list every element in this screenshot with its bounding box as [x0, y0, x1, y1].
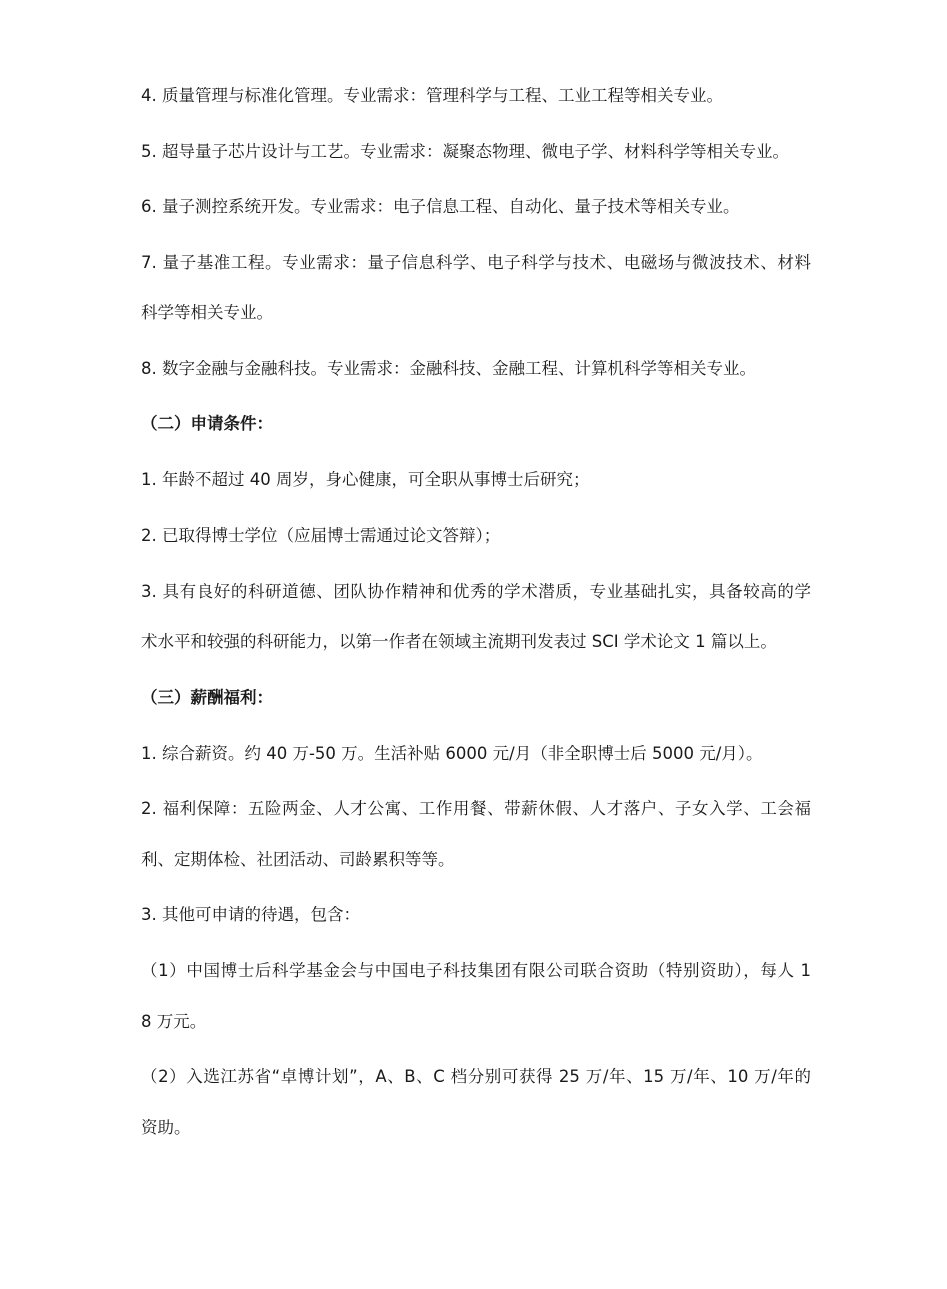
text-line: 3. 具有良好的科研道德、团队协作精神和优秀的学术潜质，专业基础扎实，具备较高的学	[141, 582, 811, 601]
text-line: 1. 综合薪资。约 40 万-50 万。生活补贴 6000 元/月（非全职博士后 5000 元/月）。	[141, 744, 763, 763]
text-line: 1. 年龄不超过 40 周岁，身心健康，可全职从事博士后研究；	[141, 470, 590, 489]
section-heading: （二）申请条件：	[141, 414, 273, 433]
text-line: 资助。	[141, 1118, 191, 1137]
text-line: 3. 其他可申请的待遇，包含：	[141, 905, 360, 924]
section-heading: （三）薪酬福利：	[141, 688, 273, 707]
text-line: 7. 量子基准工程。专业需求：量子信息科学、电子科学与技术、电磁场与微波技术、材料	[141, 253, 811, 272]
text-line: （1）中国博士后科学基金会与中国电子科技集团有限公司联合资助（特别资助），每人 1	[141, 961, 811, 980]
text-line: 术水平和较强的科研能力，以第一作者在领域主流期刊发表过 SCI 学术论文 1 篇以上。	[141, 632, 777, 651]
text-line: 6. 量子测控系统开发。专业需求：电子信息工程、自动化、量子技术等相关专业。	[141, 197, 740, 216]
text-line: 5. 超导量子芯片设计与工艺。专业需求：凝聚态物理、微电子学、材料科学等相关专业。	[141, 142, 789, 161]
text-line: 2. 已取得博士学位（应届博士需通过论文答辩）；	[141, 526, 501, 545]
text-line: 科学等相关专业。	[141, 303, 273, 322]
text-line: 8. 数字金融与金融科技。专业需求：金融科技、金融工程、计算机科学等相关专业。	[141, 359, 756, 378]
text-line: 4. 质量管理与标准化管理。专业需求：管理科学与工程、工业工程等相关专业。	[141, 86, 723, 105]
text-line: 2. 福利保障：五险两金、人才公寓、工作用餐、带薪休假、人才落户、子女入学、工会福	[141, 799, 811, 818]
text-line: （2）入选江苏省“卓博计划”，A、B、C 档分别可获得 25 万/年、15 万/年、10 万/年的	[141, 1067, 811, 1086]
text-line: 8 万元。	[141, 1012, 207, 1031]
text-line: 利、定期体检、社团活动、司龄累积等等。	[141, 850, 455, 869]
